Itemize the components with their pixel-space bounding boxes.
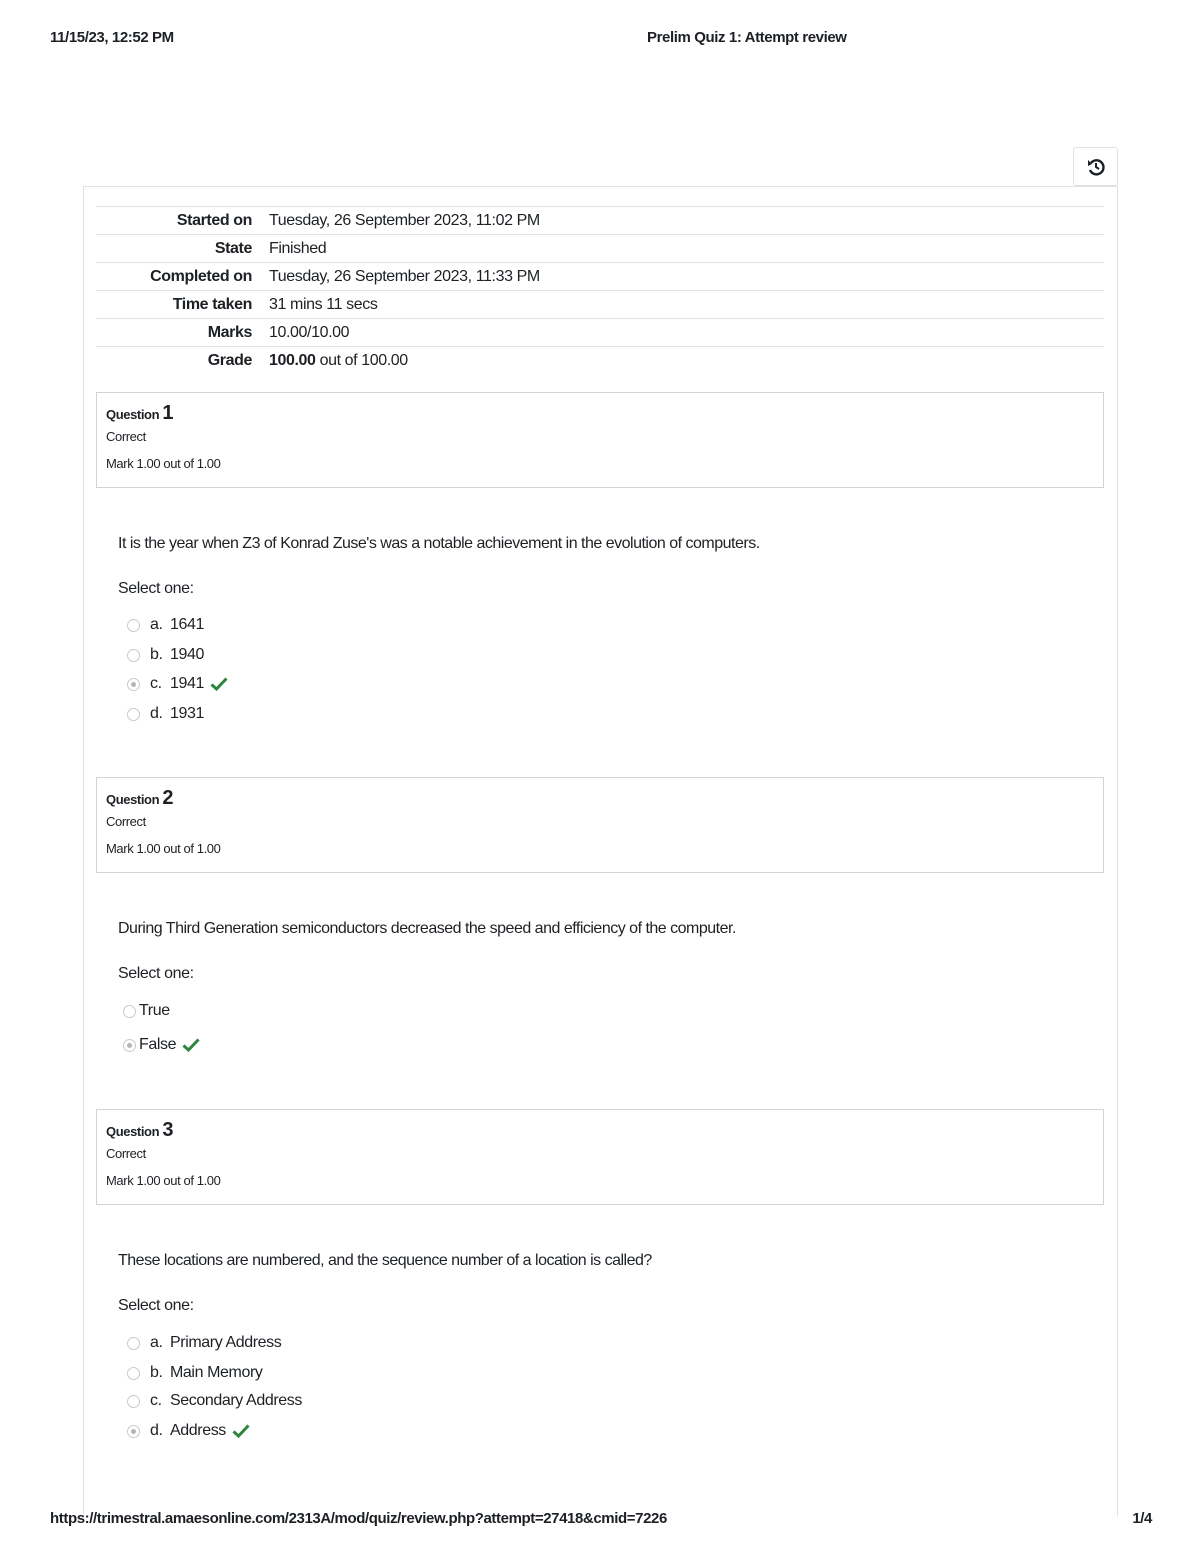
- option-letter: d.: [150, 705, 163, 722]
- option-letter: c.: [150, 675, 162, 692]
- summary-row-time-taken: [96, 290, 1104, 318]
- answer-option[interactable]: [127, 614, 204, 636]
- grade-out-of: out of 100.00: [315, 351, 408, 369]
- answer-option-selected[interactable]: [123, 1034, 200, 1056]
- question-state: Correct: [106, 429, 146, 444]
- question-text: It is the year when Z3 of Konrad Zuse's was a notable achievement in the evolution of computers.: [118, 535, 760, 552]
- attempt-summary-table: [96, 206, 1104, 374]
- answer-option-selected[interactable]: [127, 1420, 250, 1442]
- summary-value: [252, 352, 408, 370]
- option-text: Main Memory: [170, 1364, 263, 1381]
- option-letter: a.: [150, 616, 163, 633]
- option-letter: b.: [150, 1364, 163, 1381]
- radio-button-checked[interactable]: [127, 1425, 140, 1438]
- reset-button[interactable]: [1073, 147, 1118, 186]
- summary-row-grade: [96, 346, 1104, 374]
- summary-label: Grade: [207, 351, 252, 369]
- answer-option[interactable]: [123, 1000, 170, 1022]
- option-text: 1940: [170, 646, 204, 663]
- question-mark: Mark 1.00 out of 1.00: [106, 841, 221, 856]
- question-number: [106, 786, 1094, 812]
- grade-value: 100.00: [269, 351, 316, 369]
- radio-button-checked[interactable]: [127, 678, 140, 691]
- answer-option[interactable]: [127, 1390, 302, 1412]
- print-datetime: 11/15/23, 12:52 PM: [50, 29, 174, 46]
- summary-value: Finished: [269, 239, 327, 257]
- question-num: 3: [162, 1119, 174, 1141]
- option-text: Primary Address: [170, 1334, 282, 1351]
- summary-value: Tuesday, 26 September 2023, 11:02 PM: [269, 211, 540, 229]
- summary-value: 31 mins 11 secs: [269, 295, 378, 313]
- print-page-title: Prelim Quiz 1: Attempt review: [647, 29, 847, 46]
- summary-label: State: [214, 239, 252, 257]
- summary-value: Tuesday, 26 September 2023, 11:33 PM: [269, 267, 540, 285]
- question-label: Question: [106, 792, 160, 807]
- radio-button[interactable]: [127, 649, 140, 662]
- summary-row-marks: [96, 318, 1104, 346]
- question-num: 1: [162, 402, 174, 424]
- question-label: Question: [106, 407, 160, 422]
- summary-label: Started on: [176, 211, 252, 229]
- question-text: During Third Generation semiconductors decreased the speed and efficiency of the computer.: [118, 920, 736, 937]
- question-mark: Mark 1.00 out of 1.00: [106, 1173, 221, 1188]
- answer-option[interactable]: [127, 1332, 281, 1354]
- question-number: [106, 401, 1094, 427]
- question-info-box: [96, 392, 1104, 488]
- option-text: Secondary Address: [170, 1392, 302, 1409]
- option-text: False: [139, 1036, 177, 1053]
- checkmark-icon: [182, 1038, 200, 1052]
- select-one-prompt: Select one:: [118, 1297, 194, 1314]
- print-header: [50, 29, 1152, 49]
- print-page-number: 1/4: [1132, 1510, 1152, 1527]
- question-state: Correct: [106, 1146, 146, 1161]
- summary-label: Marks: [207, 323, 252, 341]
- radio-button[interactable]: [127, 1395, 140, 1408]
- answer-option[interactable]: [127, 1362, 263, 1384]
- checkmark-icon: [232, 1424, 250, 1438]
- question-info-box: [96, 777, 1104, 873]
- question-info-box: [96, 1109, 1104, 1205]
- summary-row-completed: [96, 262, 1104, 290]
- select-one-prompt: Select one:: [118, 580, 194, 597]
- question-num: 2: [162, 787, 174, 809]
- select-one-prompt: Select one:: [118, 965, 194, 982]
- radio-button[interactable]: [127, 619, 140, 632]
- option-text: 1931: [170, 705, 204, 722]
- undo-clock-icon: [1086, 157, 1106, 177]
- radio-button[interactable]: [123, 1005, 136, 1018]
- print-footer: [50, 1510, 1152, 1530]
- option-letter: c.: [150, 1392, 162, 1409]
- radio-button[interactable]: [127, 1367, 140, 1380]
- option-letter: a.: [150, 1334, 163, 1351]
- option-letter: b.: [150, 646, 163, 663]
- question-text: These locations are numbered, and the sequence number of a location is called?: [118, 1252, 652, 1269]
- question-state: Correct: [106, 814, 146, 829]
- summary-label: Time taken: [172, 295, 252, 313]
- radio-button-checked[interactable]: [123, 1039, 136, 1052]
- question-label: Question: [106, 1124, 160, 1139]
- option-text: 1641: [170, 616, 204, 633]
- checkmark-icon: [210, 677, 228, 691]
- summary-label: Completed on: [150, 267, 252, 285]
- question-mark: Mark 1.00 out of 1.00: [106, 456, 221, 471]
- summary-row-state: [96, 234, 1104, 262]
- summary-value: 10.00/10.00: [269, 323, 350, 341]
- answer-option[interactable]: [127, 703, 204, 725]
- option-text: True: [139, 1002, 170, 1019]
- option-letter: d.: [150, 1422, 163, 1439]
- answer-option[interactable]: [127, 644, 204, 666]
- print-url: https://trimestral.amaesonline.com/2313A/mod/quiz/review.php?attempt=27418&cmid=7226: [50, 1510, 667, 1527]
- radio-button[interactable]: [127, 708, 140, 721]
- radio-button[interactable]: [127, 1337, 140, 1350]
- question-number: [106, 1118, 1094, 1144]
- option-text: 1941: [170, 675, 204, 692]
- answer-option-selected[interactable]: [127, 673, 228, 695]
- option-text: Address: [170, 1422, 226, 1439]
- summary-row-started: [96, 206, 1104, 234]
